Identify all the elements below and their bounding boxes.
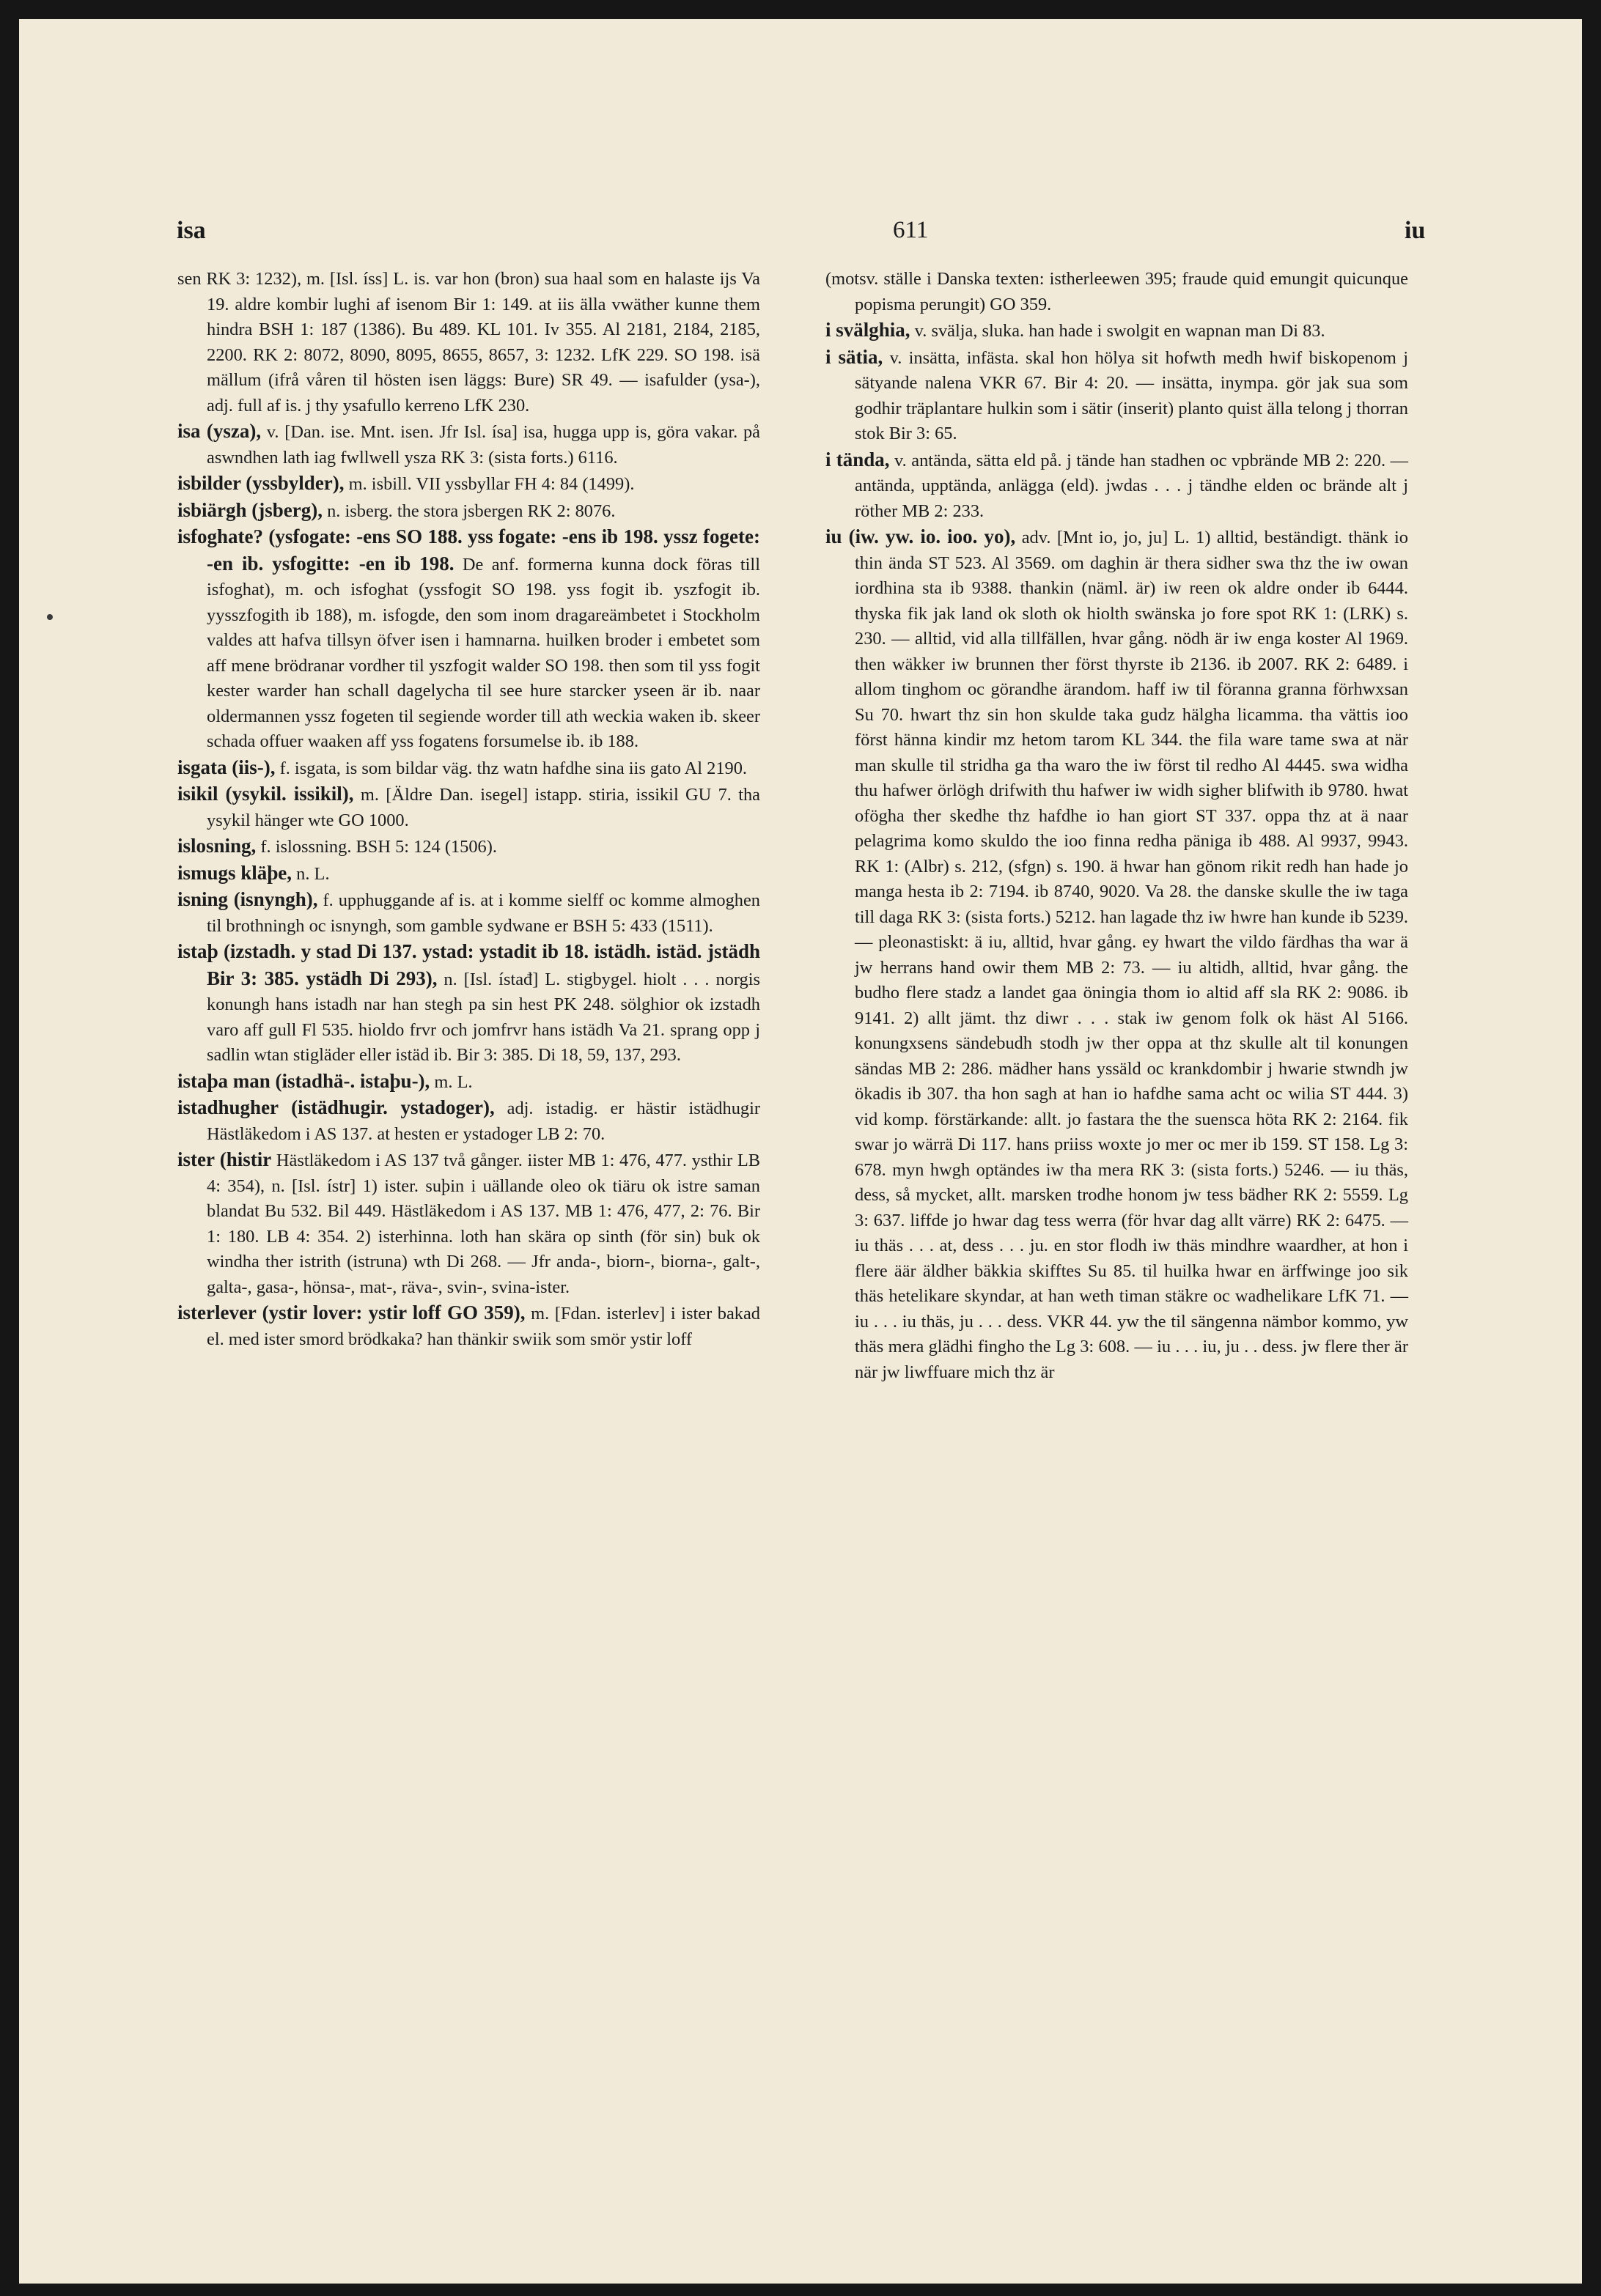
entry	[825, 447, 1408, 525]
entry	[177, 939, 760, 1068]
entry-headword: i tända,	[825, 448, 890, 470]
entry	[825, 524, 1408, 1385]
entry-headword: islosning,	[177, 835, 257, 857]
entry-text: m. isbill. VII yssbyllar FH 4: 84 (1499).	[348, 474, 635, 494]
entry-text: v. svälja, sluka. han hade i swolgit en wapnan man Di 83.	[914, 321, 1325, 341]
margin-dot	[47, 614, 53, 620]
entry	[177, 781, 760, 833]
entry-text: f. islossning. BSH 5: 124 (1506).	[260, 837, 497, 857]
entry-headword: isning (isnyngh),	[177, 888, 318, 910]
dictionary-page	[19, 19, 1582, 2284]
entry	[177, 418, 760, 470]
entry-text: m. [Fdan. isterlev] i ister bakad el. med ister smord brödkaka? han thänkir swiik som smör ystir loff	[207, 1304, 761, 1349]
page-header	[19, 217, 1582, 254]
entry	[177, 498, 760, 525]
entry	[177, 1068, 760, 1096]
entry-text: Hästläkedom i AS 137 två gånger. iister MB 1: 476, 477. ysthir LB 4: 354), n. [Isl. ístr] 1) ister. suþin i uällande oleo ok tiäru ok istre saman blandat Bu 532. Bil 449. Hästläkedom i AS 137. MB 1: 476, 477, 2: 76. Bir 1: 180. LB 4: 354. 2) isterhinna. loth han skära op sinth (för sin) buk ok windha ther istrith (istruna) wth Di 268. — Jfr anda-, biorn-, biorna-, galt-, galta-, gasa-, hönsa-, mat-, räva-, svin-, svina-ister.	[207, 1151, 760, 1297]
entry-text: n. [Isl. ístađ] L. stigbygel. hiolt . . . norgis konungh hans istadh nar han stegh pa sin hest PK 248. sölghior ok izstadh varo aff gull Fl 535. hioldo frvr och jomfrvr hans istädh Va 21. sprang opp j sadlin wtan stigläder eller istäd ib. Bir 3: 385. Di 18, 59, 137, 293.	[207, 969, 760, 1065]
entry-text: f. isgata, is som bildar väg. thz watn hafdhe sina iis gato Al 2190.	[279, 758, 748, 778]
entry-text: m. L.	[434, 1071, 473, 1092]
entry	[177, 1147, 760, 1300]
entry	[177, 524, 760, 755]
entry-headword: isfoghate? (ysfogate: -ens SO 188. yss fogate: -ens ib 198. yssz fogete: -en ib. ysfogitte: -en ib 198.	[177, 525, 760, 575]
entry	[825, 317, 1408, 344]
entry-text: n. isberg. the stora jsbergen RK 2: 8076.	[327, 501, 616, 521]
entry-headword: ister (histir	[177, 1148, 272, 1170]
entry-text: f. upphuggande af is. at i komme sielff oc komme almoghen til brothningh oc isnyngh, som gamble sydwane er BSH 5: 433 (1511).	[207, 890, 760, 936]
entry-headword: isbilder (yssbylder),	[177, 472, 345, 494]
entry	[177, 833, 760, 860]
entry	[177, 470, 760, 498]
entry-headword: isikil (ysykil. issikil),	[177, 783, 354, 805]
entry-text: v. [Dan. ise. Mnt. isen. Jfr Isl. ísa] isa, hugga upp is, göra vakar. på aswndhen lath iag fwllwell ysza RK 3: (sista forts.) 6116.	[207, 422, 760, 468]
entry-headword: isgata (iis-),	[177, 756, 276, 778]
entry-text: adv. [Mnt io, jo, ju] L. 1) alltid, beständigt. thänk io thin ända ST 523. Al 3569. om daghin är thera sidher swa thz the iw owan iordhina sta ib 9388. thankin (näml. är) iw reen ok aldre onder ib 6444. thyska fik jak land ok sloth ok hiolth swänska jo fore spot RK 1: (LRK) s. 230. — alltid, vid alla tillfällen, hvar gång. nödh är iw enga koster Al 1969. then wäkker iw brunnen ther först thyrste ib 2136. ib 2007. RK 2: 6489. i allom tinghom oc görandhe ärandom. haff iw til föranna granna förhwxsan Su 70. hwart thz sin hon skulde taka gudz hälgha licamma. tha vättis ioo först hänna kindir mz hetom tarom KL 344. the fila ware tame swa at när man skulle til stridha ga tha waro the iw först til redho Al 4445. swa widha thu hafwer örlögh drifwith thu hafwer iw widh sigher blifwith ib 9780. hwat ofögha ther skedhe thz hafdhe io han giort ST 337. oppa thz at ä naar pelagrima komo skuldo the ioo finna redha päniga ib 488. Al 9937, 9943. RK 1: (Albr) s. 212, (sfgn) s. 190. ä hwar han gönom rikit redh han hade jo manga hesta ib 2: 7194. ib 8740, 9020. Va 28. the danske skulle the iw taga till daga RK 3: (sista forts.) 5212. han lagade thz iw hwre han kunde ib 5239. — pleonastiskt: ä iu, alltid, hvar gång. ey hwart the vildo färdhas tha war ä jw herrans hand owir them MB 2: 73. — iu altidh, alltid, hvar gång. the budho flere stadz a landet gaa öningia thom io altid aff sla RK 2: 9086. ib 9141. 2) allt jämt. thz diwr . . . stak iw genom folk ok häst Al 5166. konungxsens sändebudh stodh jw ther oppa at thz skulle alt til konungen sändas MB 2: 286. mädher hans yssäld oc krankdombir j hwarie stwndh jw ökadis ib 307. tha hon sagh at han io hafdhe sama acht oc wilia ST 444. 3) vid komp. förstärkande: allt. jo fastara the the suensca höta RK 2: 2164. fik swar jo wärrä Di 117. hans priiss woxte jo mer oc mer ib 159. ST 158. Lg 3: 678. myn hwgh optändes iw tha mera RK 3: (sista forts.) 5246. — iu thäs, dess, så mycket, allt. marsken trodhe honom jw tess bädher RK 2: 5559. Lg 3: 637. liffde jo hwar dag tess werra (för hvar dag allt värre) RK 2: 6475. — iu thäs . . . at, dess . . . ju. en stor flodh iw thäs mindhre waardher, at hon i flere äär äldher bäkkia skifftes Su 85. til huilka hwar en ärffwinge joo sik thäs hetelikare skyndar, at han weth timan stäkre oc wadhelikare LfK 71. — iu . . . iu thäs, ju . . . dess. VKR 44. yw the til sängenna nämbor kommo, yw thäs mera glädhi fingho the Lg 3: 608. — iu . . . iu, ju . . dess. jw flere ther är när jw liwffuare mich thz är	[855, 528, 1408, 1382]
entry-text: v. insätta, infästa. skal hon hölya sit hofwth medh hwif biskopenom j sätyande nalena VKR 67. Bir 4: 20. — insätta, inympa. gör jak sua som godhir träplantare hulkin som i sätir (inserit) planto quist älla telong j thorran stok Bir 3: 65.	[855, 347, 1408, 443]
entry-headword: isa (ysza),	[177, 420, 262, 442]
entry-headword: istaþa man (istadhä-. istaþu-),	[177, 1069, 430, 1092]
entry	[177, 887, 760, 939]
right-column	[825, 265, 1408, 1385]
entry-text: n. L.	[296, 863, 330, 884]
entry-headword: istaþ (izstadh. y stad Di 137. ystad: ystadit ib 18. istädh. istäd. jstädh Bir 3: 385. ystädh Di 293),	[177, 940, 760, 989]
entry	[177, 1300, 760, 1352]
entry-headword: iu (iw. yw. io. ioo. yo),	[825, 525, 1016, 547]
entry-text: De anf. formerna kunna dock föras till isfoghat), m. och isfoghat (yssfogit SO 198. yss fogit ib. yszfogit ib. yysszfogith ib 188), m. isfogde, den som inom dragareämbetet i Stockholm valdes att hafva tillsyn öfver isen i hamnarna. huilken broder i embetet som aff mene brödranar vordher til yszfogit walder SO 198. then som til yss fogit kester warder han schall dagelycha til see hure starcker yseen är ib. naar oldermannen yssz fogeten til segiende worder till ath weckia waken ib. skeer schada offuer waaken aff yss fogatens forsumelse ib. ib 188.	[207, 554, 760, 751]
page-number: 611	[893, 217, 929, 243]
entry-headword: isbiärgh (jsberg),	[177, 498, 323, 521]
running-head-right: iu	[1405, 217, 1426, 244]
entry-headword: ismugs kläþe,	[177, 861, 292, 884]
entry-headword: isterlever (ystir lover: ystir loff GO 359),	[177, 1302, 526, 1324]
entry	[177, 860, 760, 887]
entry	[177, 1095, 760, 1147]
entry-text: sen RK 3: 1232), m. [Isl. íss] L. is. var hon (bron) sua haal som en halaste ijs Va 19. aldre kombir lughi af isenom Bir 1: 149. at iis älla vwäther kunne them hindra BSH 1: 187 (1386). Bu 489. KL 101. Iv 355. Al 2181, 2184, 2185, 2200. RK 2: 8072, 8090, 8095, 8655, 8657, 3: 1232. LfK 229. SO 198. isä mällum (ifrå våren til hösten isen läggs: Bure) SR 49. — isafulder (ysa-), adj. full af is. j thy ysafullo kerreno LfK 230.	[177, 269, 760, 416]
left-column	[177, 265, 760, 1352]
entry-text: (motsv. ställe i Danska texten: istherleewen 395; fraude quid emungit quicunque popisma perungit) GO 359.	[825, 269, 1408, 314]
entry-headword: i svälghia,	[825, 319, 910, 341]
entry-text: v. antända, sätta eld på. j tände han stadhen oc vpbrände MB 2: 220. — antända, upptända, anlägga (eld). jwdas . . . j tändhe elden oc brände alt j röther MB 2: 233.	[855, 450, 1408, 521]
running-head-left: isa	[177, 217, 206, 244]
entry	[825, 344, 1408, 447]
entry-headword: istadhugher (istädhugir. ystadoger),	[177, 1096, 495, 1118]
entry	[177, 755, 760, 782]
entry	[825, 265, 1408, 317]
entry-headword: i sätia,	[825, 345, 883, 368]
entry-text: adj. istadig. er hästir istädhugir Hästläkedom i AS 137. at hesten er ystadoger LB 2: 70.	[207, 1099, 760, 1144]
entry-text: m. [Äldre Dan. isegel] istapp. stiria, issikil GU 7. tha ysykil hänger wte GO 1000.	[207, 785, 760, 830]
entry	[177, 265, 760, 418]
